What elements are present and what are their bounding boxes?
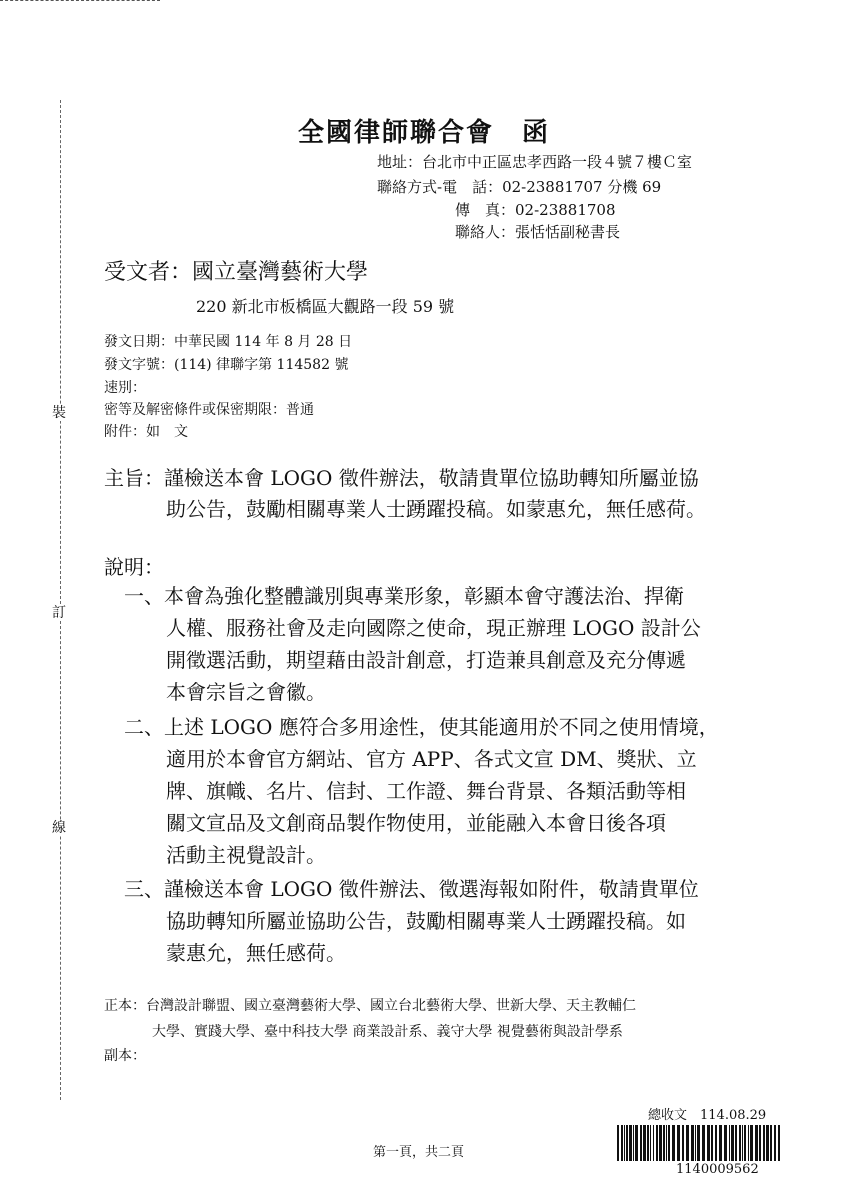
explanation-item-1-line-4: 本會宗旨之會徽。 [166,680,326,704]
cc-main-line-1: 正本：台灣設計聯盟、國立臺灣藝術大學、國立台北藝術大學、世新大學、天主教輔仁 [104,998,636,1014]
barcode [617,1125,781,1161]
binding-char-ding: 訂 [52,605,66,621]
explanation-item-1-line-1: 一、本會為強化整體識別與專業形象，彰顯本會守護法治、捍衛 [124,584,684,608]
explanation-item-1-line-3: 開徵選活動，期望藉由設計創意，打造兼具創意及充分傳遞 [166,648,686,672]
explanation-item-2-line-5: 活動主視覺設計。 [166,843,326,867]
sender-fax: 傳 真：02-23881708 [455,201,616,219]
document-title: 全國律師聯合會 函 [298,118,551,148]
explanation-item-2-line-2: 適用於本會官方網站、官方 APP、各式文宣 DM、獎狀、立 [166,747,697,771]
binding-char-zhuang: 裝 [52,405,66,421]
cc-copy: 副本： [104,1048,146,1064]
top-border-line [0,0,160,2]
binding-line [60,100,61,1100]
subject-line-1: 主旨：謹檢送本會 LOGO 徵件辦法，敬請貴單位協助轉知所屬並協 [104,466,699,490]
cc-main-line-2: 大學、實踐大學、臺中科技大學 商業設計系、義守大學 視覺藝術與設計學系 [152,1024,623,1040]
receipt-stamp: 總收文 114.08.29 [648,1108,767,1123]
sender-contact: 聯絡人：張恬恬副秘書長 [455,223,621,241]
explanation-item-3-line-2: 協助轉知所屬並協助公告，鼓勵相關專業人士踴躍投稿。如 [166,909,686,933]
recipient-label: 受文者：國立臺灣藝術大學 [104,260,369,285]
explanation-item-2-line-3: 牌、旗幟、名片、信封、工作證、舞台背景、各類活動等相 [166,779,686,803]
explanation-heading: 說明： [104,555,164,579]
attachment-note: 附件：如 文 [104,424,188,440]
document-number: 發文字號：(114) 律聯字第 114582 號 [104,357,349,373]
barcode-number: 1140009562 [676,1162,759,1177]
explanation-item-2-line-1: 二、上述 LOGO 應符合多用途性，使其能適用於不同之使用情境， [124,715,719,739]
sender-phone: 聯絡方式-電 話：02-23881707 分機 69 [377,178,662,196]
binding-char-xian: 線 [52,820,66,836]
explanation-item-2-line-4: 關文宣品及文創商品製作物使用，並能融入本會日後各項 [166,811,666,835]
page-number: 第一頁，共二頁 [373,1145,465,1160]
explanation-item-3-line-1: 三、謹檢送本會 LOGO 徵件辦法、徵選海報如附件，敬請貴單位 [124,877,699,901]
issue-date: 發文日期：中華民國 114 年 8 月 28 日 [104,334,353,350]
sender-address: 地址：台北市中正區忠孝西路一段４號７樓Ｃ室 [377,153,693,171]
secrecy-level: 密等及解密條件或保密期限：普通 [104,402,314,418]
explanation-item-3-line-3: 蒙惠允，無任感荷。 [166,941,346,965]
delivery-speed: 速別： [104,380,146,396]
recipient-address: 220 新北市板橋區大觀路一段 59 號 [196,297,455,316]
explanation-item-1-line-2: 人權、服務社會及走向國際之使命，現正辦理 LOGO 設計公 [166,616,701,640]
subject-line-2: 助公告，鼓勵相關專業人士踴躍投稿。如蒙惠允，無任感荷。 [166,497,706,521]
